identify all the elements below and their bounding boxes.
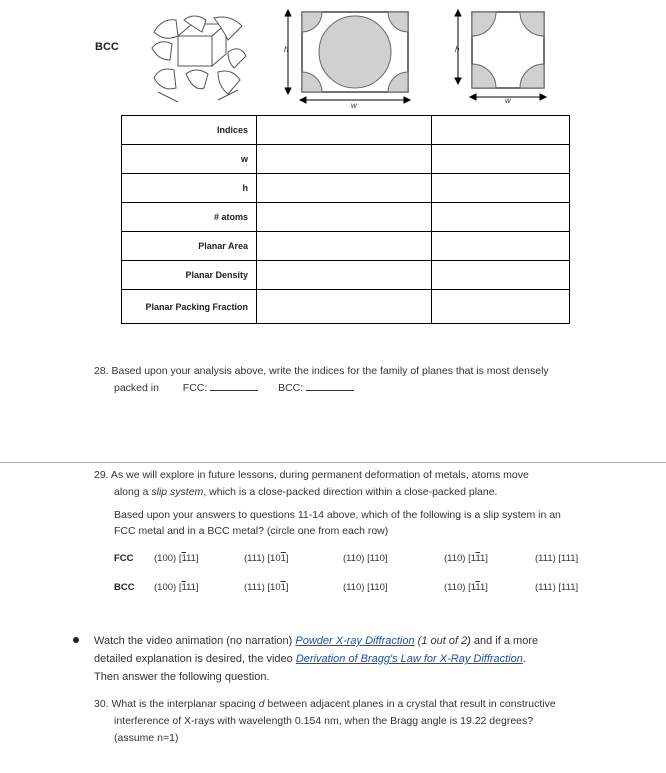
question-29-line-3: Based upon your answers to questions 11-14 above, which of the following is a slip system in an <box>114 509 561 521</box>
answer-cell[interactable] <box>257 174 432 203</box>
slip-option[interactable]: (111) [111] <box>535 553 579 564</box>
structure-label: BCC <box>95 41 119 53</box>
table-row <box>122 174 570 203</box>
table-row <box>122 203 570 232</box>
answer-cell[interactable] <box>432 203 570 232</box>
question-29-line-1: 29. As we will explore in future lessons, during permanent deformation of metals, atoms move <box>94 469 529 481</box>
answer-cell[interactable] <box>257 116 432 145</box>
slip-options-row-bcc <box>0 582 666 596</box>
table-row <box>122 116 570 145</box>
bullet-icon <box>73 637 79 643</box>
video-instructions-line-3: Then answer the following question. <box>94 671 270 683</box>
slip-option[interactable]: (111) [101] <box>244 582 289 593</box>
row-label-atoms: # atoms <box>122 203 257 232</box>
table-row <box>122 290 570 324</box>
question-30-line-1: 30. What is the interplanar spacing d between adjacent planes in a crystal that result in constructive <box>94 698 556 710</box>
q29-text: , which is a close-packed direction within a close-packed plane. <box>203 486 498 498</box>
row-label-planar-area: Planar Area <box>122 232 257 261</box>
answer-cell[interactable] <box>257 203 432 232</box>
bcc-unit-cell-figure <box>148 14 248 106</box>
answer-cell[interactable] <box>257 261 432 290</box>
answer-cell[interactable] <box>257 290 432 324</box>
slip-option[interactable]: (100) [111] <box>154 553 199 564</box>
dim-h-label-2: h <box>455 45 460 54</box>
answer-cell[interactable] <box>257 145 432 174</box>
plane-diagram-2 <box>450 6 555 106</box>
row-label-bcc: BCC <box>114 582 135 593</box>
slip-options-row-fcc <box>0 553 666 567</box>
answer-cell[interactable] <box>432 261 570 290</box>
q28-packed-in: packed in <box>114 382 159 394</box>
row-label-fcc: FCC <box>114 553 134 564</box>
page-divider <box>0 462 666 463</box>
question-29-line-4: FCC metal and in a BCC metal? (circle one from each row) <box>114 525 389 537</box>
slip-option[interactable]: (110) [110] <box>343 553 388 564</box>
question-28-line-2 <box>114 380 354 396</box>
row-label-planar-packing-fraction: Planar Packing Fraction <box>122 290 257 324</box>
q28-fcc-answer-blank[interactable] <box>210 380 258 391</box>
table-row <box>122 261 570 290</box>
q29-text: along a <box>114 486 152 498</box>
plane-diagram-1 <box>278 6 413 116</box>
dim-w-label-1: w <box>351 101 357 110</box>
answer-cell[interactable] <box>432 116 570 145</box>
question-30-line-2: interference of X-rays with wavelength 0.154 nm, when the Bragg angle is 19.22 degrees? <box>114 715 534 727</box>
answer-cell[interactable] <box>432 290 570 324</box>
video-instructions: Watch the video animation (no narration) Powder X-ray Diffraction (1 out of 2) and if a more detailed explanation is desired, the video Derivation of Bragg's Law for X-Ray Diffraction. Then answer the following question. <box>94 632 614 686</box>
slip-option[interactable]: (110) [111] <box>444 553 488 564</box>
answer-cell[interactable] <box>257 232 432 261</box>
slip-option[interactable]: (111) [111] <box>535 582 579 593</box>
row-label-indices: Indices <box>122 116 257 145</box>
dim-h-label-1: h <box>284 45 289 54</box>
answer-cell[interactable] <box>432 232 570 261</box>
q28-bcc-answer-blank[interactable] <box>306 380 354 391</box>
answer-cell[interactable] <box>432 174 570 203</box>
q28-fcc-label: FCC: <box>182 382 208 394</box>
q29-slip-system-term: slip system <box>151 486 204 498</box>
q28-bcc-label: BCC: <box>278 382 304 394</box>
slip-option[interactable]: (100) [111] <box>154 582 199 593</box>
question-28-line-1: 28. Based upon your analysis above, write the indices for the family of planes that is most densely <box>94 365 549 377</box>
row-label-h: h <box>122 174 257 203</box>
row-label-planar-density: Planar Density <box>122 261 257 290</box>
braggs-law-derivation-link[interactable]: Derivation of Bragg's Law for X-Ray Diffraction <box>295 653 523 665</box>
question-29-line-2 <box>114 484 497 500</box>
powder-xray-diffraction-link[interactable]: Powder X-ray Diffraction <box>295 635 415 647</box>
planar-analysis-table <box>121 115 570 324</box>
slip-option[interactable]: (110) [110] <box>343 582 388 593</box>
table-row <box>122 232 570 261</box>
question-30-line-3: (assume n=1) <box>114 732 179 744</box>
table-row <box>122 145 570 174</box>
dim-w-label-2: w <box>505 96 511 105</box>
slip-option[interactable]: (110) [111] <box>444 582 488 593</box>
row-label-w: w <box>122 145 257 174</box>
slip-option[interactable]: (111) [101] <box>244 553 289 564</box>
answer-cell[interactable] <box>432 145 570 174</box>
